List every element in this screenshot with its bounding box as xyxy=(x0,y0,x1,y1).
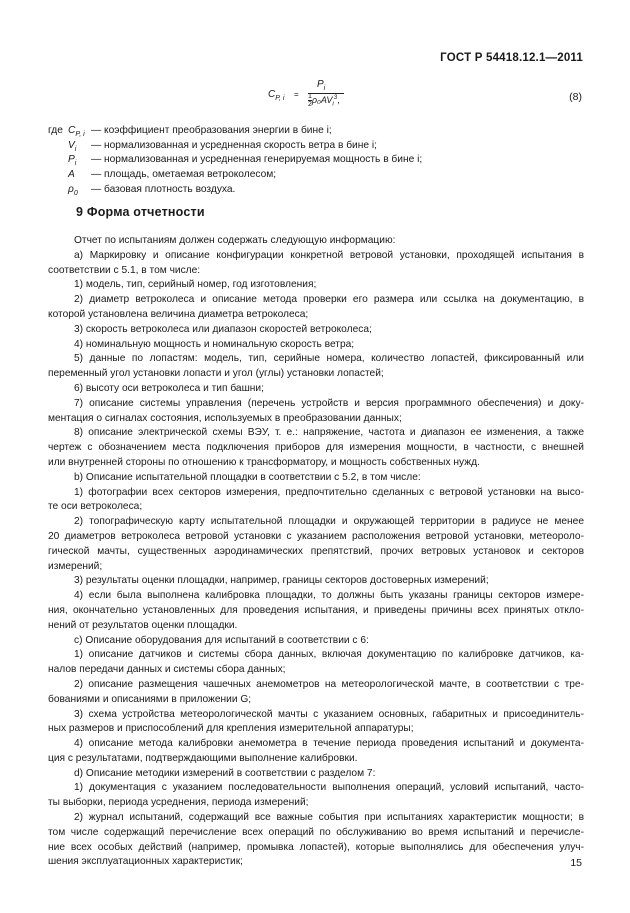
text-line: 1) модель, тип, серийный номер, год изготовления; xyxy=(74,279,317,291)
text-line: чертеж с обозначением места подключения приборов для измерения мощности, в частности, с внешней xyxy=(48,442,584,454)
text-line: 1) фотографии всех секторов измерения, предпочтительно сделанных с ветровой установки на высо- xyxy=(74,486,584,498)
definition-symbol: $V_i$ xyxy=(68,139,77,153)
text-line: 2) описание размещения чашечных анемометров на метеорологической мачте, в соответствии с тре- xyxy=(74,678,584,690)
definition-text: — площадь, ометаемая ветроколесом; xyxy=(91,169,277,181)
formula-equals: = xyxy=(294,90,299,99)
equation-number: (8) xyxy=(569,91,582,103)
definition-symbol: $\rho_0$ xyxy=(68,183,78,197)
page-number: 15 xyxy=(570,857,582,869)
text-line: нений от результатов оценки площадки. xyxy=(48,619,238,631)
text-line: бованиями и описаниями в приложении G; xyxy=(48,693,252,705)
text-line: ных размеров и приспособлений для крепления измерительной аппаратуры; xyxy=(48,723,414,735)
definition-text: — коэффициент преобразования энергии в бине i; xyxy=(91,125,332,136)
formula-numerator: $P_i$ xyxy=(317,79,326,92)
text-line: 2) топографическую карту испытательной площадки и окружающей территории в радиусе не менее xyxy=(74,516,584,528)
text-line: 4) если была выполнена калибровка площадки, то должны быть указаны границы секторов измере- xyxy=(74,590,584,602)
definition-symbol: $C_{P, i}$ xyxy=(68,125,85,139)
definition-text: — базовая плотность воздуха. xyxy=(91,183,236,195)
text-line: 1) документация с указанием последовательности выполнения операций, условий испытаний, часто- xyxy=(74,782,584,794)
text-line: 4) описание метода калибровки анемометра в течение периода проведения испытаний и документа- xyxy=(74,738,584,750)
text-line: Отчет по испытаниям должен содержать следующую информацию: xyxy=(74,235,396,246)
formula-half: $\frac{1}{2}$ xyxy=(308,93,312,108)
text-line: ние всех особых действий (например, промывка лопастей), которые выполнялись для обеспечения улуч- xyxy=(48,841,584,853)
text-line: шения эксплуатационных характеристик; xyxy=(48,856,244,868)
text-line: измерений; xyxy=(48,560,103,572)
definition-text: — нормализованная и усредненная генерируемая мощность в бине i; xyxy=(91,154,423,166)
text-line: c) Описание оборудования для испытаний в соответствии с 6: xyxy=(74,634,369,646)
text-line: 3) схема устройства метеорологической мачты с указанием основных, габаритных и присоединитель- xyxy=(74,708,584,720)
definition-symbol: A xyxy=(68,169,75,181)
text-line: том числе содержащий перечисление всех операций по обслуживанию во время испытаний и перечисле- xyxy=(48,826,584,838)
text-line: a) Маркировку и описание конфигурации конкретной ветровой установки, проходящей испытания в xyxy=(74,249,584,261)
text-line: 2) диаметр ветроколеса и описание метода проверки его размера или ссылка на документацию, в xyxy=(74,294,584,306)
definition-symbol: $P_i$ xyxy=(68,154,77,168)
text-line: ментация о сигналах состояния, используемых в преобразовании данных; xyxy=(48,412,402,424)
text-line: 2) журнал испытаний, содержащий все важные события при испытаниях характеристик мощности; в xyxy=(74,812,584,824)
text-line: или внутренней стороны по отношению к трансформатору, и мощность собственных нужд. xyxy=(48,456,480,468)
text-line: соответствии с 5.1, в том числе: xyxy=(48,264,201,276)
text-line: ты выборки, периода усреднения, периода измерений; xyxy=(48,797,309,809)
section-body xyxy=(48,234,584,870)
text-line: 3) результаты оценки площадки, например, границы секторов достоверных измерений; xyxy=(74,575,489,587)
text-line: 1) описание датчиков и системы сбора данных, включая документацию по калибровке датчиков, ка- xyxy=(74,649,584,661)
text-line: b) Описание испытательной площадки в соответствии с 5.2, в том числе: xyxy=(74,471,421,483)
text-line: 8) описание электрической схемы ВЭУ, т. е.: напряжение, частота и диапазон ее изменения, а также xyxy=(74,427,584,439)
text-line: 5) данные по лопастям: модель, тип, серийные номера, количество лопастей, фиксированный или xyxy=(74,353,584,365)
text-line: ния, окончательно установленных для проведения испытания, и приведены причины всех принятых откло- xyxy=(48,604,584,616)
text-line: 20 диаметров ветроколеса ветровой установки с указанием расположения ветровой установки, метеороло- xyxy=(48,530,584,542)
text-line: 3) скорость ветроколеса или диапазон скоростей ветроколеса; xyxy=(74,323,372,335)
text-line: переменный угол установки лопасти и угол (углы) установки лопастей; xyxy=(48,368,384,380)
text-line: ция с результатами, подтверждающими выполнение калибровки. xyxy=(48,752,358,764)
document-header: ГОСТ Р 54418.12.1—2011 xyxy=(440,52,583,64)
text-line: гической мачты, существенных аэродинамических препятствий, прочих ветровых установок и секторов xyxy=(48,545,584,557)
section-title: 9 Форма отчетности xyxy=(76,205,205,219)
definition-text: — нормализованная и усредненная скорость ветра в бине i; xyxy=(91,139,377,151)
definition-lead: где xyxy=(48,125,63,136)
text-line: d) Описание методики измерений в соответствии с разделом 7: xyxy=(74,767,376,779)
text-line: которой установлена величина диаметра ветроколеса; xyxy=(48,308,309,320)
text-line: 4) номинальную мощность и номинальную скорость ветра; xyxy=(74,338,355,350)
text-line: те оси ветроколеса; xyxy=(48,501,143,513)
formula-denominator: $\frac{1}{2}$ $\rho_0AV_i^3$, xyxy=(308,93,340,108)
text-line: 7) описание системы управления (перечень устройств и версия программного обеспечения) и доку- xyxy=(74,397,584,409)
text-line: налов передачи данных и системы сбора данных; xyxy=(48,664,286,676)
formula-lhs: $C_{P, i}$ xyxy=(268,89,285,102)
text-line: 6) высоту оси ветроколеса и тип башни; xyxy=(74,382,264,394)
